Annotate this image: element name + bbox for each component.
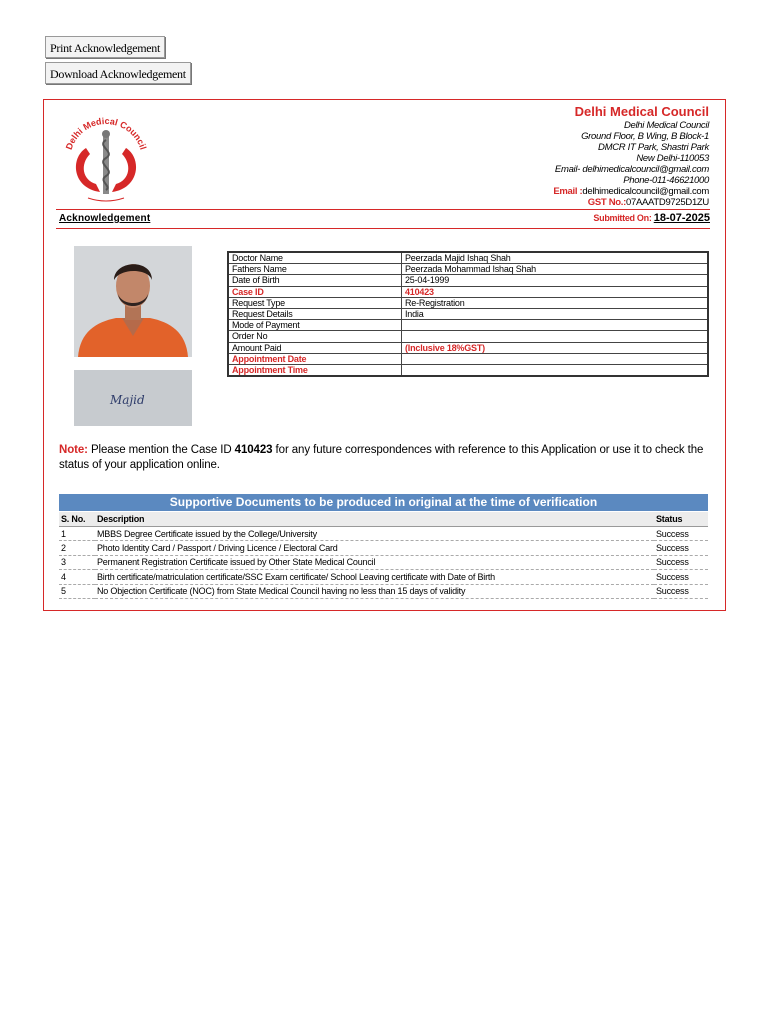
documents-title: Supportive Documents to be produced in original at the time of verification [59,494,708,511]
detail-value: Peerzada Mohammad Ishaq Shah [402,264,709,275]
header-divider [56,209,710,210]
detail-label: Request Type [228,297,402,308]
doc-sno: 1 [59,527,95,541]
address-line: Phone-011-46621000 [623,175,709,186]
table-row [59,570,708,584]
detail-label: Appointment Time [228,364,402,376]
table-row [228,331,708,342]
address-line: Ground Floor, B Wing, B Block-1 [581,131,709,142]
applicant-signature [74,370,192,426]
detail-value: (Inclusive 18%GST) [402,342,709,353]
signature-text: Majid [110,393,145,407]
table-row [59,555,708,569]
section-divider [56,228,710,229]
address-line: Delhi Medical Council [623,120,709,131]
doc-status: Success [654,541,708,555]
table-row [228,286,708,297]
column-header: Description [95,512,654,527]
note-label: Note: [59,444,88,456]
table-row [228,297,708,308]
detail-label: Amount Paid [228,342,402,353]
column-header: S. No. [59,512,95,527]
svg-text:Delhi Medical Council: Delhi Medical Council [63,115,149,151]
email-value: delhimedicalcouncil@gmail.com [582,186,709,197]
detail-value: Re-Registration [402,297,709,308]
table-row [59,541,708,555]
table-row [59,527,708,541]
detail-value [402,353,709,364]
submitted-date: 18-07-2025 [653,212,710,224]
org-name: Delhi Medical Council [574,104,709,119]
doc-sno: 2 [59,541,95,555]
doc-sno: 3 [59,555,95,569]
address-line: New Delhi-110053 [636,153,709,164]
column-header: Status [654,512,708,527]
applicant-details-table [227,251,709,377]
email-label: Email : [553,186,583,197]
detail-label: Mode of Payment [228,320,402,331]
acknowledgement-title: Acknowledgement [59,213,151,224]
documents-table [59,512,708,599]
gst-value: 07AAATD9725D1ZU [626,197,709,208]
download-acknowledgement-button[interactable]: Download Acknowledgement [45,62,191,84]
address-line: Email- delhimedicalcouncil@gmail.com [554,164,709,175]
applicant-photo [74,246,192,357]
doc-description: No Objection Certificate (NOC) from State Medical Council having no less than 15 days of validity [95,584,654,598]
print-acknowledgement-button[interactable]: Print Acknowledgement [45,36,165,58]
detail-label: Fathers Name [228,264,402,275]
gst-label: GST No.: [587,197,627,208]
doc-description: Permanent Registration Certificate issued by Other State Medical Council [95,555,654,569]
detail-label: Case ID [228,286,402,297]
council-header [553,104,709,208]
doc-sno: 5 [59,584,95,598]
detail-value [402,364,709,376]
doc-status: Success [654,555,708,569]
detail-value: India [402,308,709,319]
detail-label: Request Details [228,308,402,319]
detail-label: Appointment Date [228,353,402,364]
detail-label: Doctor Name [228,252,402,264]
table-row [228,264,708,275]
doc-status: Success [654,584,708,598]
table-row [228,308,708,319]
doc-sno: 4 [59,570,95,584]
table-row [228,364,708,376]
detail-value [402,331,709,342]
note-text-after: for any future correspondences with reference to this Application or use it to check the status of your application online. [59,444,704,471]
doc-status: Success [654,570,708,584]
note-case-id: 410423 [234,444,273,456]
table-row [228,353,708,364]
table-row [228,342,708,353]
table-row [228,252,708,264]
council-logo-icon [56,110,156,205]
doc-description: Birth certificate/matriculation certificate/SSC Exam certificate/ School Leaving certificate with Date of Birth [95,570,654,584]
detail-value: Peerzada Majid Ishaq Shah [402,252,709,264]
table-row [228,275,708,286]
case-id-note [59,443,713,473]
address-line: DMCR IT Park, Shastri Park [598,142,709,153]
note-text-before: Please mention the Case ID [87,444,235,456]
table-row [228,320,708,331]
submitted-label: Submitted On: [593,213,654,223]
doc-description: Photo Identity Card / Passport / Driving Licence / Electoral Card [95,541,654,555]
doc-status: Success [654,527,708,541]
detail-value [402,320,709,331]
table-row [59,584,708,598]
doc-description: MBBS Degree Certificate issued by the College/University [95,527,654,541]
detail-label: Date of Birth [228,275,402,286]
submitted-on [593,212,710,224]
detail-value: 410423 [402,286,709,297]
detail-value: 25-04-1999 [402,275,709,286]
detail-label: Order No [228,331,402,342]
